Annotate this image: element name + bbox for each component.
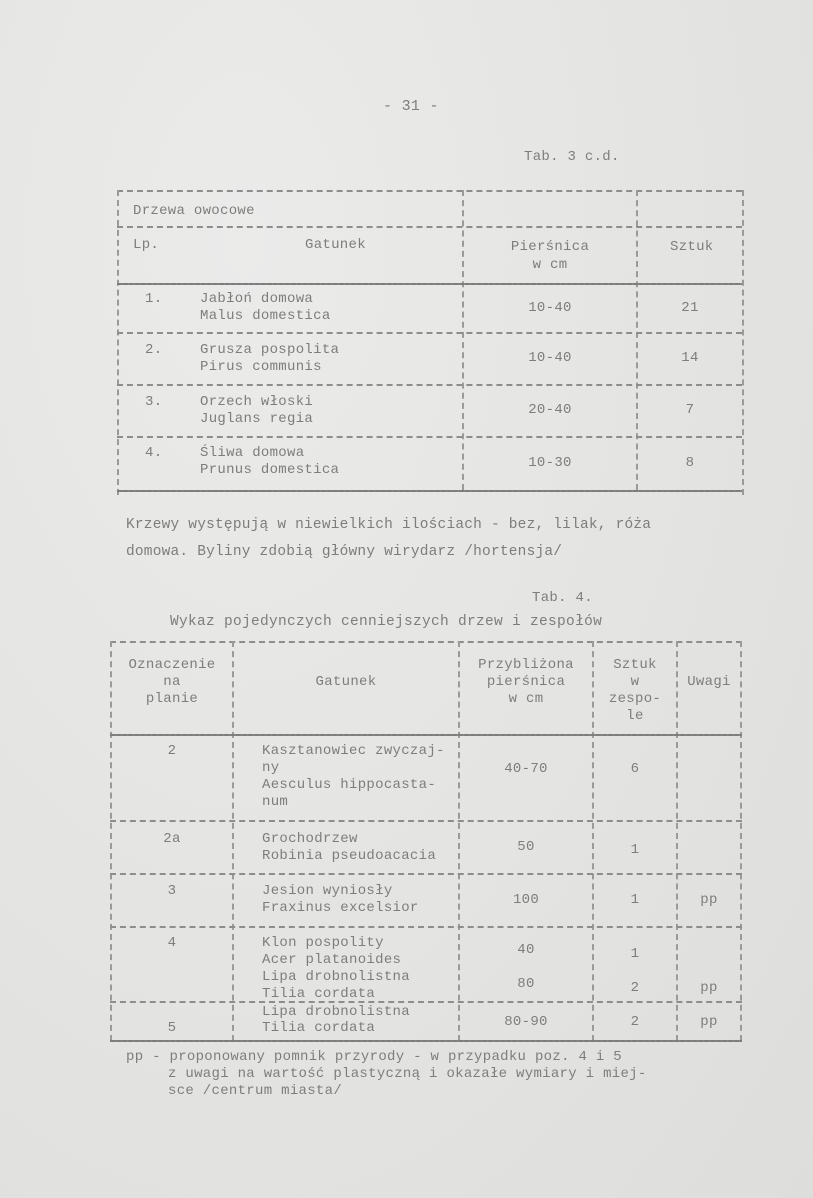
table3-row-rule — [117, 436, 742, 438]
table3-header-piersnica-unit: w cm — [532, 257, 568, 273]
table3-row-lp: 2. — [145, 342, 163, 358]
table4-row-name: Kasztanowiec zwyczaj- — [262, 743, 445, 759]
table4-header-oznaczenie: na — [163, 674, 181, 690]
table4-header-sztuk: Sztuk — [613, 657, 657, 673]
table4-row-sztuk: 2 — [630, 1014, 640, 1030]
table4-header-sztuk: w — [630, 674, 640, 690]
table3-col-divider — [636, 190, 638, 490]
table4-row-name: Robinia pseudoacacia — [262, 848, 437, 864]
table3-row-name-lat: Malus domestica — [200, 308, 331, 324]
table4-row-piersnica: 40-70 — [504, 761, 548, 777]
table4-header-piersnica: w cm — [508, 691, 544, 707]
table4-row-sztuk: 1 — [630, 946, 640, 962]
table3-row-lp: 1. — [145, 291, 163, 307]
table4-row-sztuk: 2 — [630, 980, 640, 996]
table3-row-name-lat: Prunus domestica — [200, 462, 340, 478]
table3-bottom-rule — [117, 490, 742, 492]
table3-top-rule — [117, 190, 742, 192]
table3-right-border — [742, 190, 744, 495]
table4-row-name: Tilia cordata — [262, 986, 376, 1002]
table3-row-name-pl: Grusza pospolita — [200, 342, 340, 358]
table3-header-rule — [117, 283, 742, 285]
table4-row-piersnica: 40 — [517, 942, 535, 958]
table4-row-uwagi: pp — [700, 1014, 718, 1030]
table4-row-name: Tilia cordata — [262, 1020, 376, 1036]
table4-row-ozn: 2 — [167, 743, 177, 759]
table3-col-divider — [462, 190, 464, 490]
footnote-line: sce /centrum miasta/ — [168, 1083, 343, 1099]
table3-header-sztuk: Sztuk — [670, 239, 714, 255]
table4-row-sztuk: 1 — [630, 842, 640, 858]
table4-row-uwagi: pp — [700, 980, 718, 996]
table4-row-name: Aesculus hippocasta- — [262, 777, 437, 793]
table4-row-sztuk: 6 — [630, 761, 640, 777]
table4-top-rule — [110, 641, 742, 643]
table4-row-piersnica: 80-90 — [504, 1014, 548, 1030]
table4-row-name: Lipa drobnolistna — [262, 969, 410, 985]
table3-row-lp: 4. — [145, 445, 163, 461]
table4-row-piersnica: 80 — [517, 976, 535, 992]
table4-header-gatunek: Gatunek — [315, 674, 377, 690]
table3-header-lp: Lp. — [133, 237, 160, 253]
table3-header-piersnica: Pierśnica — [510, 239, 590, 255]
table4-header-piersnica: Przybliżona — [478, 657, 574, 673]
table3-row-piersnica: 10-30 — [528, 455, 572, 471]
table3-row-name-pl: Orzech włoski — [200, 394, 314, 410]
page-number: - 31 - — [383, 98, 439, 115]
table3-header-gatunek: Gatunek — [305, 237, 366, 253]
table4-row-name: Fraxinus excelsior — [262, 900, 419, 916]
table3-label: Tab. 3 c.d. — [524, 149, 620, 165]
table4-right-border — [740, 641, 742, 1041]
table4-row-name: Jesion wyniosły — [262, 883, 393, 899]
table3-row-name-pl: Jabłoń domowa — [200, 291, 314, 307]
table3-row-name-lat: Pirus communis — [200, 359, 322, 375]
table4-bottom-rule — [110, 1040, 742, 1042]
table4-row-sztuk: 1 — [630, 892, 640, 908]
table4-label: Tab. 4. — [532, 590, 593, 606]
table3-row-sztuk: 21 — [681, 300, 699, 316]
table4-row-piersnica: 100 — [512, 892, 540, 908]
table4-row-name: Acer platanoides — [262, 952, 402, 968]
table4-row-rule — [110, 820, 742, 822]
table4-row-name: Lipa drobnolistna — [262, 1004, 410, 1020]
table4-header-uwagi: Uwagi — [687, 674, 731, 690]
table4-col-divider — [232, 641, 234, 1041]
table4-row-name: ny — [262, 760, 280, 776]
table3-row-rule — [117, 384, 742, 386]
table4-row-rule — [110, 926, 742, 928]
table4-header-oznaczenie: Oznaczenie — [128, 657, 216, 673]
table3-row-name-pl: Śliwa domowa — [200, 445, 305, 461]
table3-row-sztuk: 7 — [685, 402, 695, 418]
table4-header-sztuk: zespo- — [608, 691, 662, 707]
table4-row-ozn: 4 — [167, 935, 177, 951]
table4-row-rule — [110, 873, 742, 875]
table4-row-name: Klon pospolity — [262, 935, 384, 951]
table4-row-name: num — [262, 794, 289, 810]
table4-row-name: Grochodrzew — [262, 831, 358, 847]
table3-section-title: Drzewa owocowe — [133, 203, 255, 219]
table4-header-piersnica: pierśnica — [486, 674, 566, 690]
table3-row-piersnica: 10-40 — [528, 350, 572, 366]
footnote-line: z uwagi na wartość plastyczną i okazałe wymiary i miej- — [168, 1066, 647, 1082]
table4-title: Wykaz pojedynczych cenniejszych drzew i zespołów — [170, 614, 603, 630]
table3-row-lp: 3. — [145, 394, 163, 410]
footnote-line: pp - proponowany pomnik przyrody - w przypadku poz. 4 i 5 — [126, 1049, 622, 1065]
table3-row-sztuk: 8 — [685, 455, 695, 471]
table4-row-ozn: 3 — [167, 883, 177, 899]
table3-rule — [117, 226, 742, 228]
table4-header-oznaczenie: planie — [145, 691, 199, 707]
table4-row-ozn: 2a — [163, 831, 181, 847]
paragraph-line: Krzewy występują w niewielkich ilościach - bez, lilak, róża — [126, 517, 652, 533]
table3-row-rule — [117, 332, 742, 334]
table4-row-rule — [110, 1001, 742, 1003]
table4-header-rule — [110, 734, 742, 736]
table4-row-ozn: 5 — [167, 1020, 177, 1036]
table3-row-sztuk: 14 — [681, 350, 699, 366]
table3-row-piersnica: 20-40 — [528, 402, 572, 418]
table3-row-name-lat: Juglans regia — [200, 411, 314, 427]
table3-row-piersnica: 10-40 — [528, 300, 572, 316]
table4-row-uwagi: pp — [700, 892, 718, 908]
table4-header-sztuk: le — [626, 708, 644, 724]
table4-row-piersnica: 50 — [517, 839, 535, 855]
paragraph-line: domowa. Byliny zdobią główny wirydarz /hortensja/ — [126, 544, 563, 560]
table3-left-border — [117, 190, 119, 495]
